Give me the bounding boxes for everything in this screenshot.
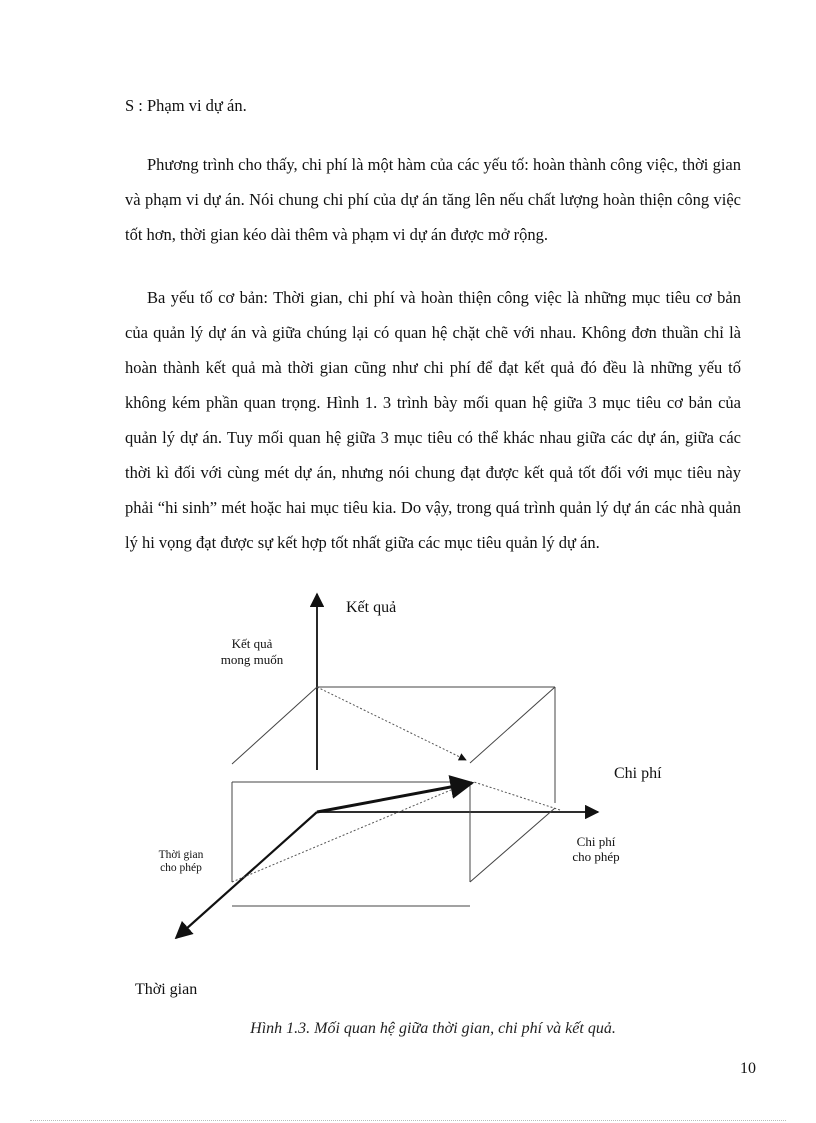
- top-right-diag: [470, 687, 555, 763]
- allowed-time-label-2: cho phép: [160, 862, 202, 874]
- page-number: 10: [740, 1060, 756, 1077]
- top-dotted-diag: [317, 687, 466, 760]
- paragraph-three-factors: Ba yếu tố cơ bản: Thời gian, chi phí và hoàn thiện công việc là những mục tiêu cơ bản của quản lý dự án và giữa chúng lại có quan hệ chặt chẽ với nhau. Không đơn thuần chỉ là hoàn thành kết quả mà thời gian cũng như chi phí để đạt kết quả đó đều là những yếu tố không kém phần quan trọng. Hình 1. 3 trình bày mối quan hệ giữa 3 mục tiêu cơ bản của quản lý dự án. Tuy mối quan hệ giữa 3 mục tiêu có thể khác nhau giữa các dự án, giữa các thời kì đối với cùng mét dự án, nhưng nói chung đạt được kết quả tốt đối với mục tiêu này phải “hi sinh” mét hoặc hai mục tiêu kia. Do vậy, trong quá trình quản lý dự án các nhà quản lý hi vọng đạt được sự kết hợp tốt nhất giữa các mục tiêu quản lý dự án.: [125, 288, 741, 552]
- cost-axis-label: Chi phí: [614, 765, 662, 782]
- desired-result-label-2: mong muốn: [220, 652, 284, 667]
- time-axis-label: Thời gian: [135, 981, 198, 998]
- paragraph-cost-function: Phương trình cho thấy, chi phí là một hàm của các yếu tố: hoàn thành công việc, thời gian và phạm vi dự án. Nói chung chi phí của dự án tăng lên nếu chất lượng hoàn thiện công việc tốt hơn, thời gian kéo dài thêm và phạm vi dự án được mở rộng.: [125, 155, 741, 244]
- scope-definition-line: S : Phạm vi dự án.: [125, 96, 247, 115]
- result-axis-label: Kết quả: [346, 599, 397, 616]
- allowed-cost-label-2: cho phép: [572, 849, 620, 864]
- resultant-arrow: [317, 783, 472, 812]
- time-axis: [176, 812, 317, 938]
- bottom-right-diag: [470, 808, 555, 882]
- desired-result-label-1: Kết quả: [231, 636, 273, 651]
- figure-time-cost-result-diagram: [0, 580, 816, 1020]
- top-left-edge: [232, 687, 317, 764]
- page-bottom-rule: [30, 1120, 786, 1121]
- figure-caption: Hình 1.3. Mối quan hệ giữa thời gian, chi phí và kết quả.: [250, 1020, 616, 1037]
- dotted-from-cost: [474, 782, 560, 810]
- allowed-time-label-1: Thời gian: [158, 849, 204, 861]
- allowed-cost-label-1: Chi phí: [576, 834, 616, 849]
- dotted-from-time: [232, 782, 470, 882]
